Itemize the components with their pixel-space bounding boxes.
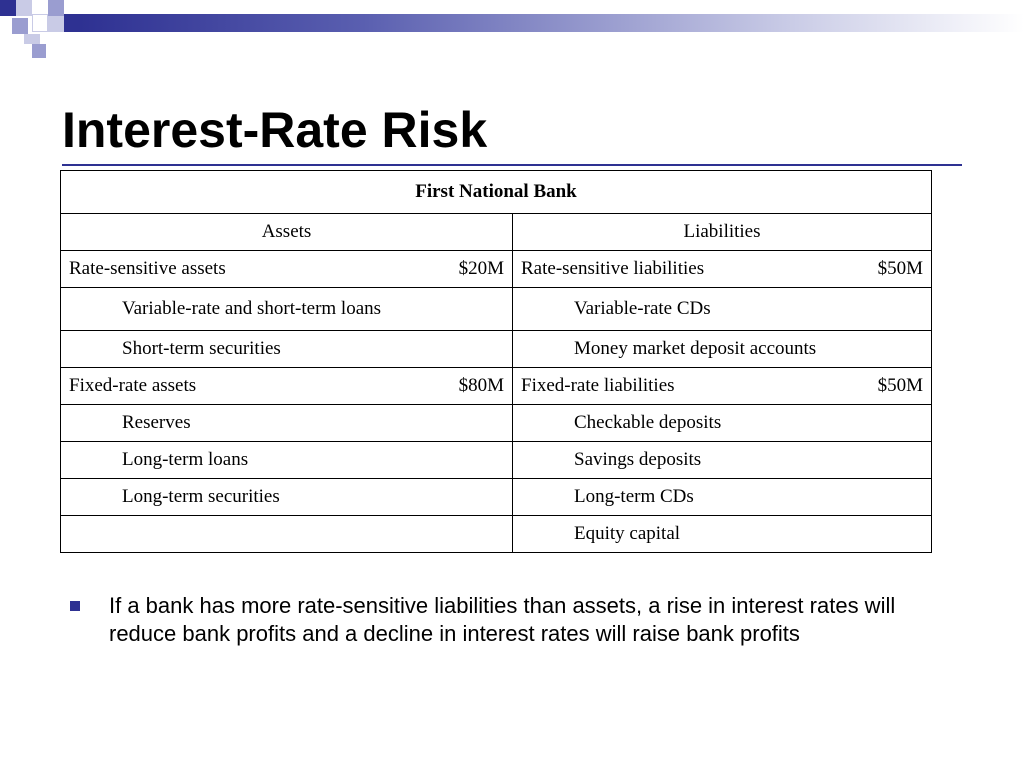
bullet-point (70, 592, 950, 648)
fixed-rate-liabilities-label: Fixed-rate liabilities (521, 375, 675, 396)
rate-sensitive-liabilities-cell (513, 251, 932, 288)
decor-square-9 (32, 44, 46, 58)
slide-header-decoration (0, 0, 1024, 44)
decor-square-8 (24, 34, 40, 44)
decor-square-7 (64, 14, 80, 32)
asset-item: Long-term securities (61, 479, 513, 516)
slide-title: Interest-Rate Risk (62, 102, 488, 158)
decor-square-6 (48, 16, 64, 32)
decor-square-2 (16, 0, 32, 16)
liability-item: Equity capital (513, 516, 932, 553)
title-underline (62, 164, 962, 166)
liability-item: Variable-rate CDs (513, 288, 932, 331)
decor-square-5 (32, 14, 48, 32)
square-bullet-icon (70, 601, 80, 611)
asset-item: Variable-rate and short-term loans (61, 288, 513, 331)
liability-item: Checkable deposits (513, 405, 932, 442)
fixed-rate-liabilities-cell (513, 368, 932, 405)
fixed-rate-assets-cell (61, 368, 513, 405)
fixed-rate-assets-label: Fixed-rate assets (69, 375, 197, 396)
decor-square-4 (12, 18, 28, 34)
asset-item: Short-term securities (61, 331, 513, 368)
liability-item: Long-term CDs (513, 479, 932, 516)
fixed-rate-assets-value: $80M (458, 375, 504, 396)
rate-sensitive-group-row (61, 251, 932, 288)
table-row (61, 516, 932, 553)
liability-item: Money market deposit accounts (513, 331, 932, 368)
balance-sheet-table (60, 170, 932, 553)
asset-item (61, 516, 513, 553)
table-row (61, 288, 932, 331)
fixed-rate-group-row (61, 368, 932, 405)
table-row (61, 331, 932, 368)
table-row (61, 442, 932, 479)
header-gradient-bar (80, 14, 1024, 32)
column-header-assets: Assets (61, 214, 513, 251)
fixed-rate-liabilities-value: $50M (877, 375, 923, 396)
rate-sensitive-assets-cell (61, 251, 513, 288)
asset-item: Reserves (61, 405, 513, 442)
rate-sensitive-assets-value: $20M (458, 258, 504, 279)
column-header-liabilities: Liabilities (513, 214, 932, 251)
rate-sensitive-assets-label: Rate-sensitive assets (69, 258, 226, 279)
liability-item: Savings deposits (513, 442, 932, 479)
table-row (61, 479, 932, 516)
decor-square-3 (48, 0, 64, 16)
decor-square-1 (0, 0, 16, 16)
rate-sensitive-liabilities-value: $50M (877, 258, 923, 279)
table-row (61, 405, 932, 442)
bullet-text: If a bank has more rate-sensitive liabilities than assets, a rise in interest rates will reduce bank profits and a decline in interest rates will raise bank profits (109, 593, 896, 646)
asset-item: Long-term loans (61, 442, 513, 479)
table-title: First National Bank (61, 171, 932, 214)
rate-sensitive-liabilities-label: Rate-sensitive liabilities (521, 258, 705, 279)
